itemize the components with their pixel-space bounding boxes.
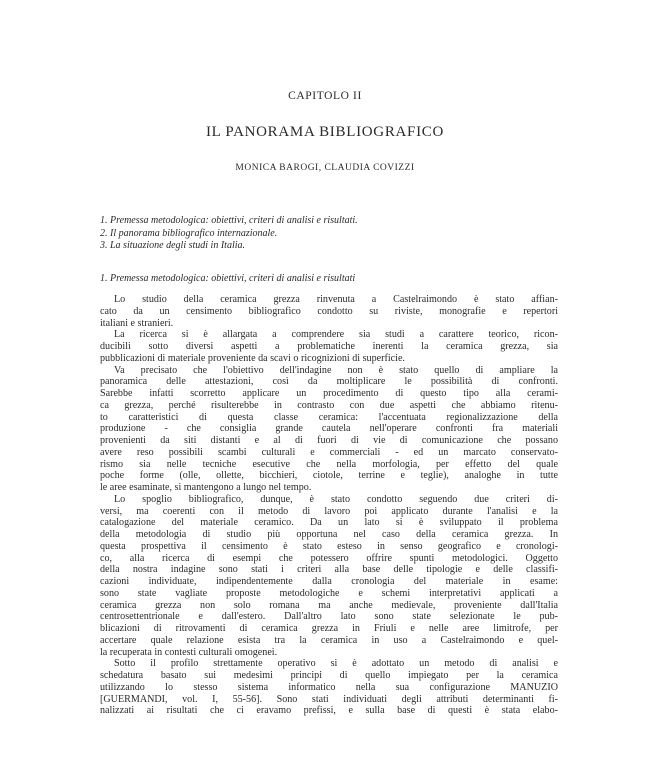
toc-item: 1. Premessa metodologica: obiettivi, criteri di analisi e risultati. xyxy=(100,215,358,226)
text-line: produzione - che consiglia grande cautela nell'operare confronti fra materiali xyxy=(100,423,558,435)
text-line: sono state vagliate proposte metodologiche e schemi interpretativi applicati a xyxy=(100,587,558,599)
text-line: versi, ma coerenti con il metodo di lavoro poi applicato durante l'analisi e la xyxy=(100,505,558,517)
text-line: ducibili sotto diversi aspetti a problematiche inerenti la ceramica grezza, sia xyxy=(100,341,558,352)
table-of-contents xyxy=(100,215,560,253)
toc-item: 2. Il panorama bibliografico internazionale. xyxy=(100,227,278,239)
text-line: La ricerca si è allargata a comprendere sia studi a carattere teorico, ricon- xyxy=(114,329,558,341)
text-line: to caratteristici di questa classe ceramica: l'accentuata regionalizzazione della xyxy=(100,411,558,423)
text-line: italiani e stranieri. xyxy=(100,317,174,329)
text-line: catalogazione del materiale ceramico. Da un lato si è sviluppato il problema xyxy=(100,517,558,529)
chapter-title: IL PANORAMA BIBLIOGRAFICO xyxy=(205,124,445,140)
text-line: ceramica grezza non solo romana ma anche medievale, proveniente dall'Italia xyxy=(100,599,558,611)
text-line: Sotto il profilo strettamente operativo si è adottato un metodo di analisi e xyxy=(114,658,558,670)
text-line: [GUERMANDI, vol. I, 55-56]. Sono stati individuati degli attributi determinanti fi- xyxy=(100,693,558,705)
body-paragraph xyxy=(100,329,558,364)
text-line: schedatura basato sui medesimi principi di quello impiegato per la ceramica xyxy=(100,670,558,681)
text-line: la recuperata in contesti culturali omogenei. xyxy=(100,646,278,658)
text-line: Lo studio della ceramica grezza rinvenuta a Castelraimondo è stato affian- xyxy=(114,294,558,305)
body-text xyxy=(100,294,558,717)
text-line: avere reso possibili scambi culturali e commerciali - ed un marcato conservato- xyxy=(100,446,558,458)
text-line: Va precisato che l'obiettivo dell'indagine non è stato quello di ampliare la xyxy=(114,364,558,376)
text-line: questa prospettiva il censimento è stato esteso in senso geografico e cronologi- xyxy=(100,540,558,552)
text-line: cazioni individuate, indipendentemente dalla cronologia del materiale in esame: xyxy=(100,576,558,587)
text-line: panoramica delle attestazioni, così da moltiplicare le possibilità di confronti. xyxy=(100,376,558,388)
text-line: co, alla ricerca di esempi che potessero offrire spunti metodologici. Oggetto xyxy=(100,552,558,564)
text-line: della metodologia di studio più opportuna nel caso della ceramica grezza. In xyxy=(100,529,558,540)
text-line: ca grezza, perché risulterebbe in contrasto con due aspetti che abbiamo ritenu- xyxy=(100,399,558,411)
text-line: le aree esaminate, si mantengono a lungo nel tempo. xyxy=(100,482,312,493)
text-line: rismo sia nelle tecniche esecutive che nella morfologia, per effetto del quale xyxy=(100,458,558,470)
authors: MONICA BAROGI, CLAUDIA COVIZZI xyxy=(235,163,415,173)
text-line: accertare quale relazione esista tra la ceramica in uso a Castelraimondo e quel- xyxy=(100,634,558,646)
text-line: pubblicazioni di materiale proveniente da scavi o ricognizioni di superficie. xyxy=(100,352,405,364)
text-line: provenienti da siti distanti e al di fuori di vie di comunicazione che possano xyxy=(100,435,558,446)
text-line: centrosettentrionale e dall'estero. Dall'altro lato sono state selezionate le pub- xyxy=(100,611,558,623)
text-line: Lo spoglio bibliografico, dunque, è stato condotto seguendo due criteri di- xyxy=(114,493,558,505)
text-line: Sarebbe infatti scorretto applicare un procedimento di questo tipo alla cerami- xyxy=(100,388,558,399)
body-paragraph xyxy=(100,365,558,494)
text-line: poche forme (olle, ollette, bicchieri, ciotole, terrine e teglie), analoghe in tutte xyxy=(100,470,558,482)
toc-item: 3. La situazione degli studi in Italia. xyxy=(100,240,246,251)
section-heading: 1. Premessa metodologica: obiettivi, criteri di analisi e risultati xyxy=(100,273,356,284)
text-line: nalizzati ai risultati che ci eravamo prefissi, e sulla base di questi è stata elabo- xyxy=(100,705,558,717)
text-line: cato da un censimento bibliografico condotto su riviste, monografie e repertori xyxy=(100,305,558,317)
text-line: blicazioni di ritrovamenti di ceramica grezza in Friuli e nelle aree limitrofe, per xyxy=(100,623,558,634)
text-line: della nostra indagine sono stati i criteri alla base delle tipologie e delle classifi- xyxy=(100,564,558,576)
text-line: utilizzando lo stesso sistema informatico nella sua configurazione MANUZIO xyxy=(100,681,558,693)
body-paragraph xyxy=(100,294,558,329)
body-paragraph xyxy=(100,494,558,659)
body-paragraph xyxy=(100,658,558,717)
chapter-number: CAPITOLO II xyxy=(288,90,362,102)
